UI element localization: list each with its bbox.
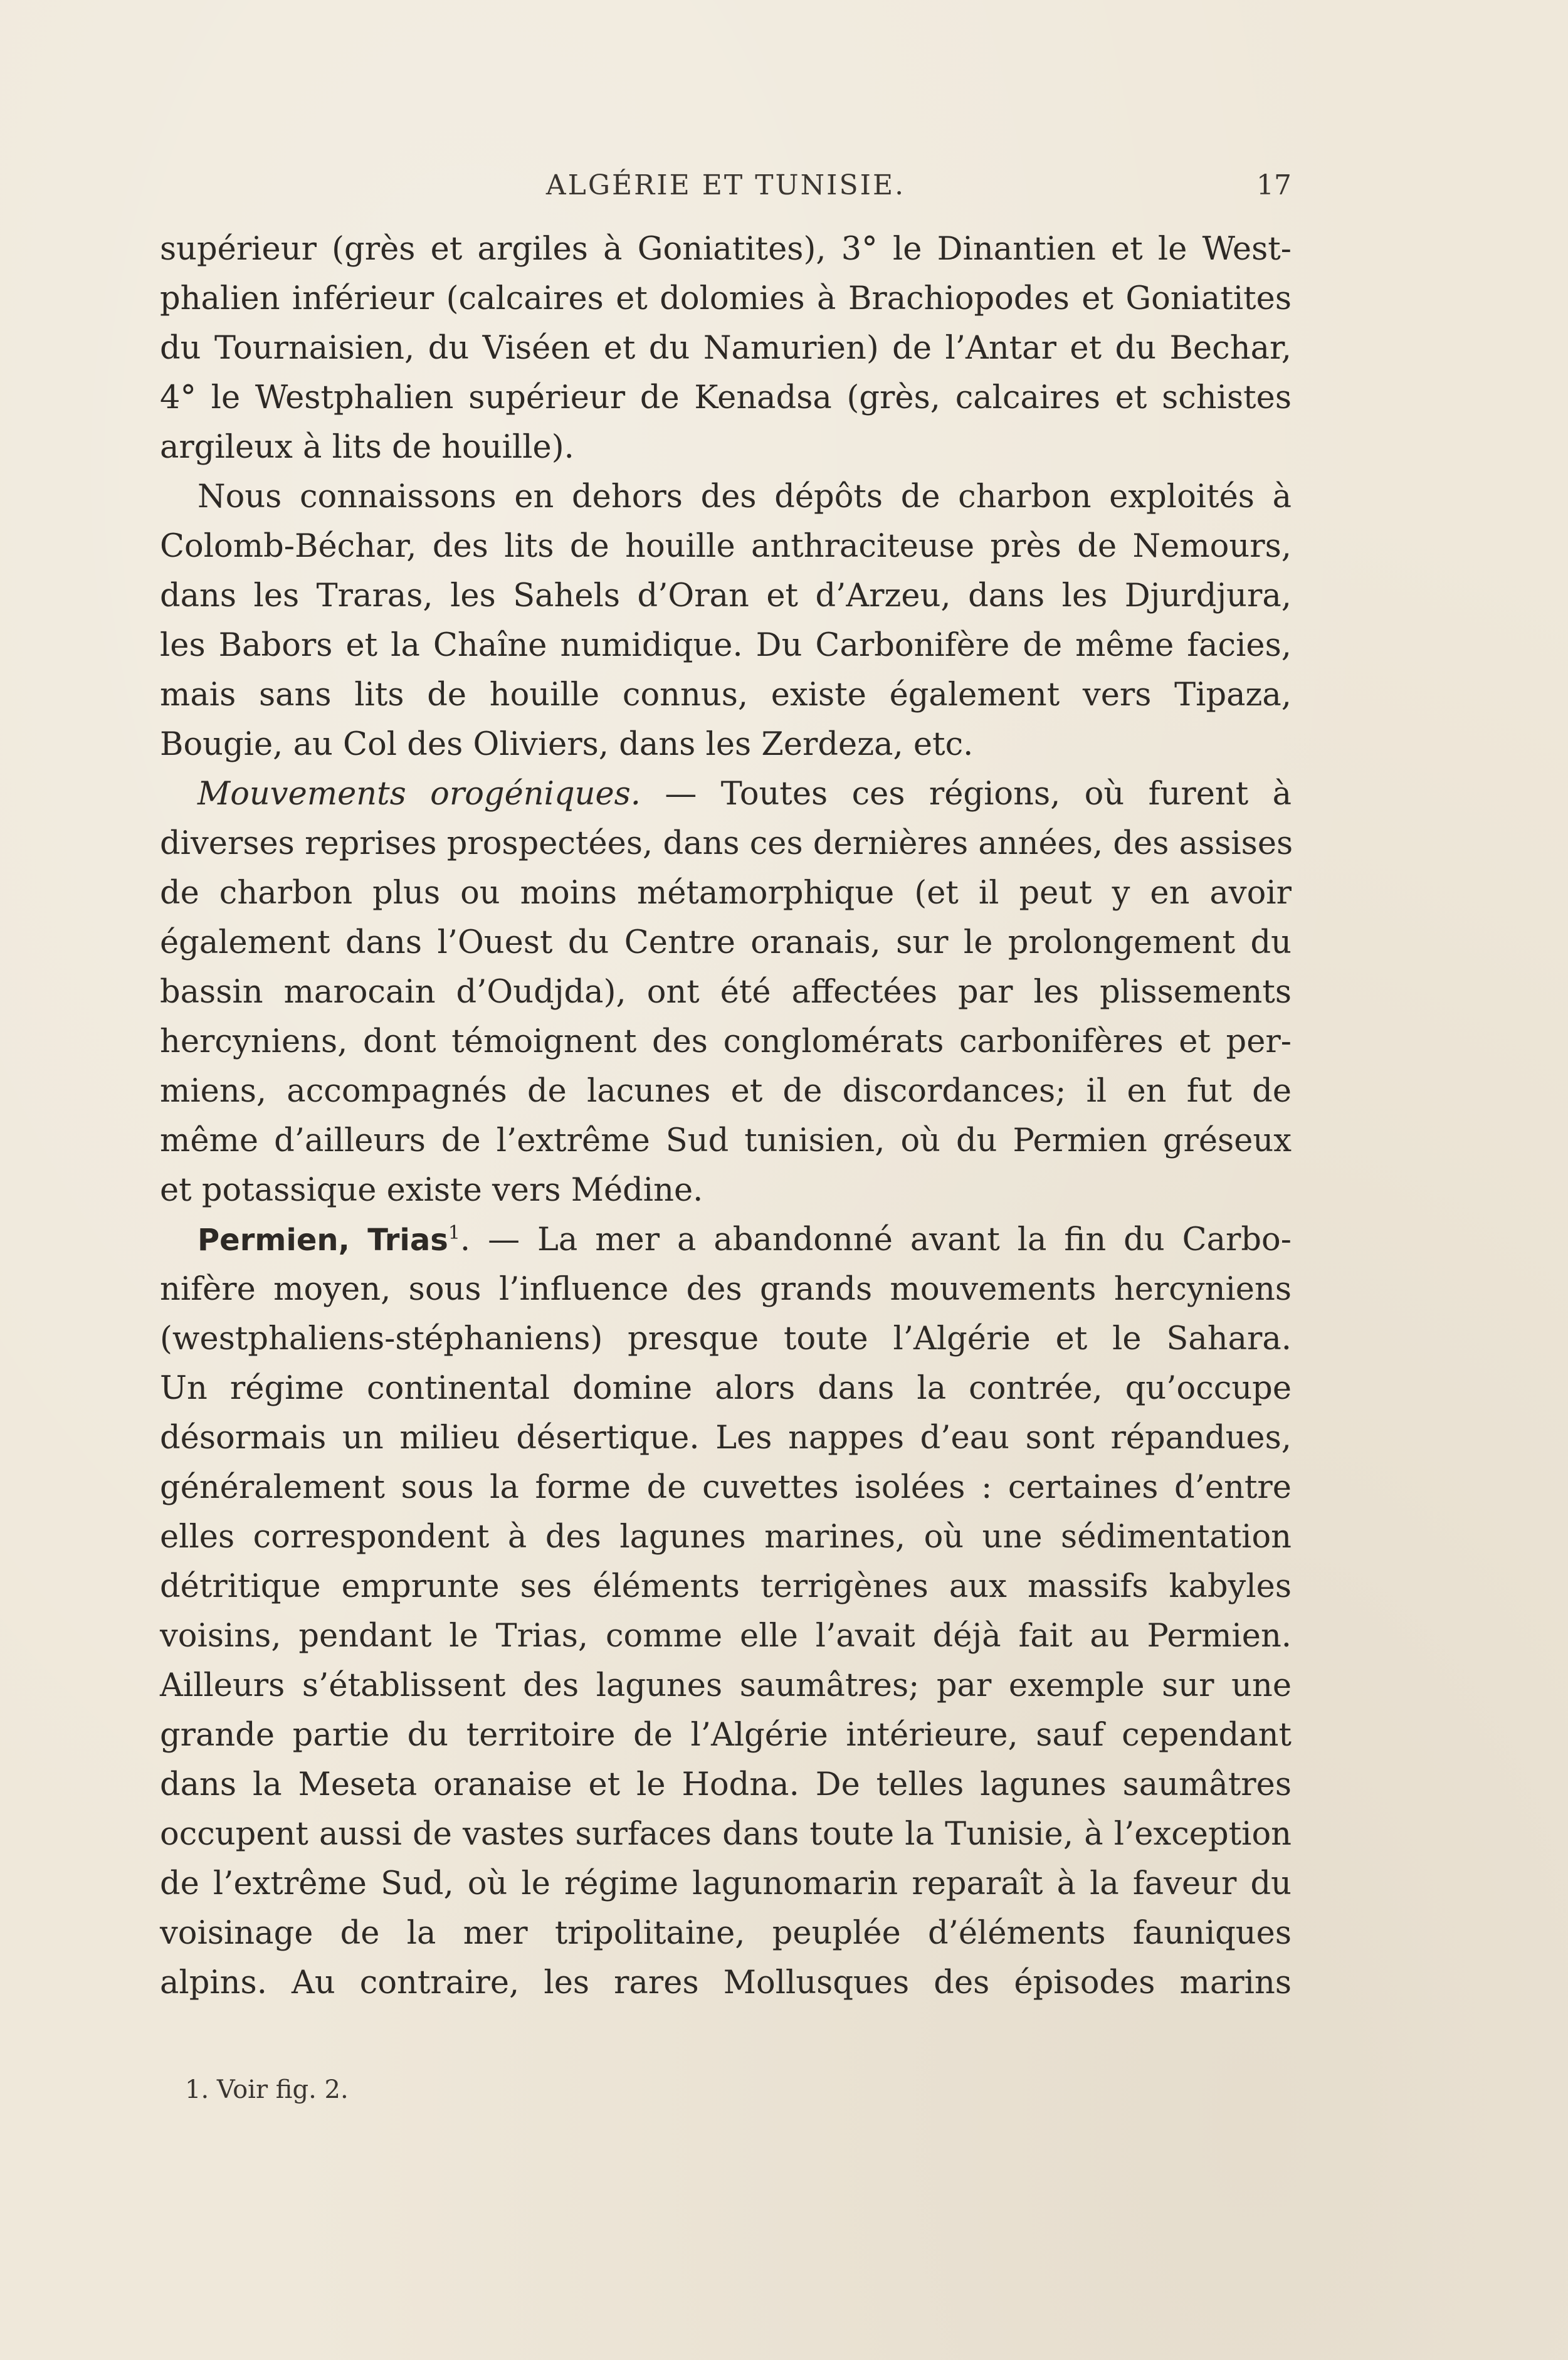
text-line: Colomb-Béchar, des lits de houille anthraciteuse près de Nemours,: [160, 528, 1292, 565]
text-line: miens, accompagnés de lacunes et de discordances; il en fut de: [160, 1073, 1292, 1110]
text-line: supérieur (grès et argiles à Goniatites), 3° le Dinantien et le West-: [160, 231, 1292, 268]
text-line: voisinage de la mer tripolitaine, peuplée d’éléments fauniques: [160, 1915, 1292, 1952]
text-line: phalien inférieur (calcaires et dolomies à Brachiopodes et Goniatites: [160, 280, 1292, 317]
footnote-marker: 1: [448, 1222, 460, 1244]
page-number: 17: [1256, 169, 1292, 201]
running-title: ALGÉRIE ET TUNISIE.: [545, 169, 906, 201]
text-line: mais sans lits de houille connus, existe également vers Tipaza,: [160, 677, 1292, 714]
text-line: elles correspondent à des lagunes marines, où une sédimentation: [160, 1519, 1292, 1556]
text-line: désormais un milieu désertique. Les nappes d’eau sont répandues,: [160, 1420, 1292, 1457]
text-line: Ailleurs s’établissent des lagunes saumâtres; par exemple sur une: [160, 1667, 1292, 1704]
text-line: (westphaliens-stéphaniens) presque toute l’Algérie et le Sahara.: [160, 1320, 1292, 1357]
text-span: . — La mer a abandonné avant la fin du Carbo-: [460, 1221, 1292, 1258]
text-line: occupent aussi de vastes surfaces dans toute la Tunisie, à l’exception: [160, 1816, 1292, 1853]
body-text: [160, 224, 1292, 2008]
text-line: détritique emprunte ses éléments terrigènes aux massifs kabyles: [160, 1568, 1292, 1605]
text-line: hercyniens, dont témoignent des conglomérats carbonifères et per-: [160, 1023, 1292, 1060]
text-line: grande partie du territoire de l’Algérie intérieure, sauf cependant: [160, 1717, 1292, 1754]
text-line: de l’extrême Sud, où le régime lagunomarin reparaît à la faveur du: [160, 1865, 1292, 1902]
section-lead-line: [160, 769, 1292, 819]
text-line: généralement sous la forme de cuvettes isolées : certaines d’entre: [160, 1469, 1292, 1506]
text-line: bassin marocain d’Oudjda), ont été affectées par les plissements: [160, 974, 1292, 1011]
text-line: les Babors et la Chaîne numidique. Du Carbonifère de même facies,: [160, 627, 1292, 664]
text-line: diverses reprises prospectées, dans ces dernières années, des assises: [160, 825, 1293, 862]
text-line: alpins. Au contraire, les rares Mollusques des épisodes marins: [160, 1964, 1292, 2001]
section-lead-line: [160, 1215, 1292, 1265]
text-line: de charbon plus ou moins métamorphique (et il peut y en avoir: [160, 875, 1292, 912]
text-line: Nous connaissons en dehors des dépôts de charbon exploités à: [197, 478, 1292, 515]
text-line: 4° le Westphalien supérieur de Kenadsa (grès, calcaires et schistes: [160, 379, 1292, 416]
text-line: nifère moyen, sous l’influence des grands mouvements hercyniens: [160, 1271, 1292, 1308]
text-line: également dans l’Ouest du Centre oranais, sur le prolongement du: [160, 924, 1292, 961]
text-line: du Tournaisien, du Viséen et du Namurien) de l’Antar et du Bechar,: [160, 330, 1292, 367]
page-header: [160, 169, 1292, 213]
text-line: même d’ailleurs de l’extrême Sud tunisien, où du Permien gréseux: [160, 1122, 1292, 1159]
footnote: 1. Voir fig. 2.: [185, 2075, 349, 2104]
text-line: Un régime continental domine alors dans la contrée, qu’occupe: [160, 1370, 1292, 1407]
text-line: et potassique existe vers Médine.: [160, 1172, 703, 1209]
text-line: argileux à lits de houille).: [160, 429, 574, 466]
section-heading-permien-trias: Permien, Trias: [197, 1223, 448, 1258]
text-line: voisins, pendant le Trias, comme elle l’avait déjà fait au Permien.: [160, 1618, 1292, 1655]
text-line: Bougie, au Col des Oliviers, dans les Zerdeza, etc.: [160, 726, 974, 763]
text-line: dans les Traras, les Sahels d’Oran et d’Arzeu, dans les Djurdjura,: [160, 577, 1292, 614]
text-span: — Toutes ces régions, où furent à: [641, 776, 1292, 813]
section-heading-mouvements: Mouvements orogéniques.: [197, 776, 641, 813]
text-line: dans la Meseta oranaise et le Hodna. De telles lagunes saumâtres: [160, 1766, 1292, 1803]
